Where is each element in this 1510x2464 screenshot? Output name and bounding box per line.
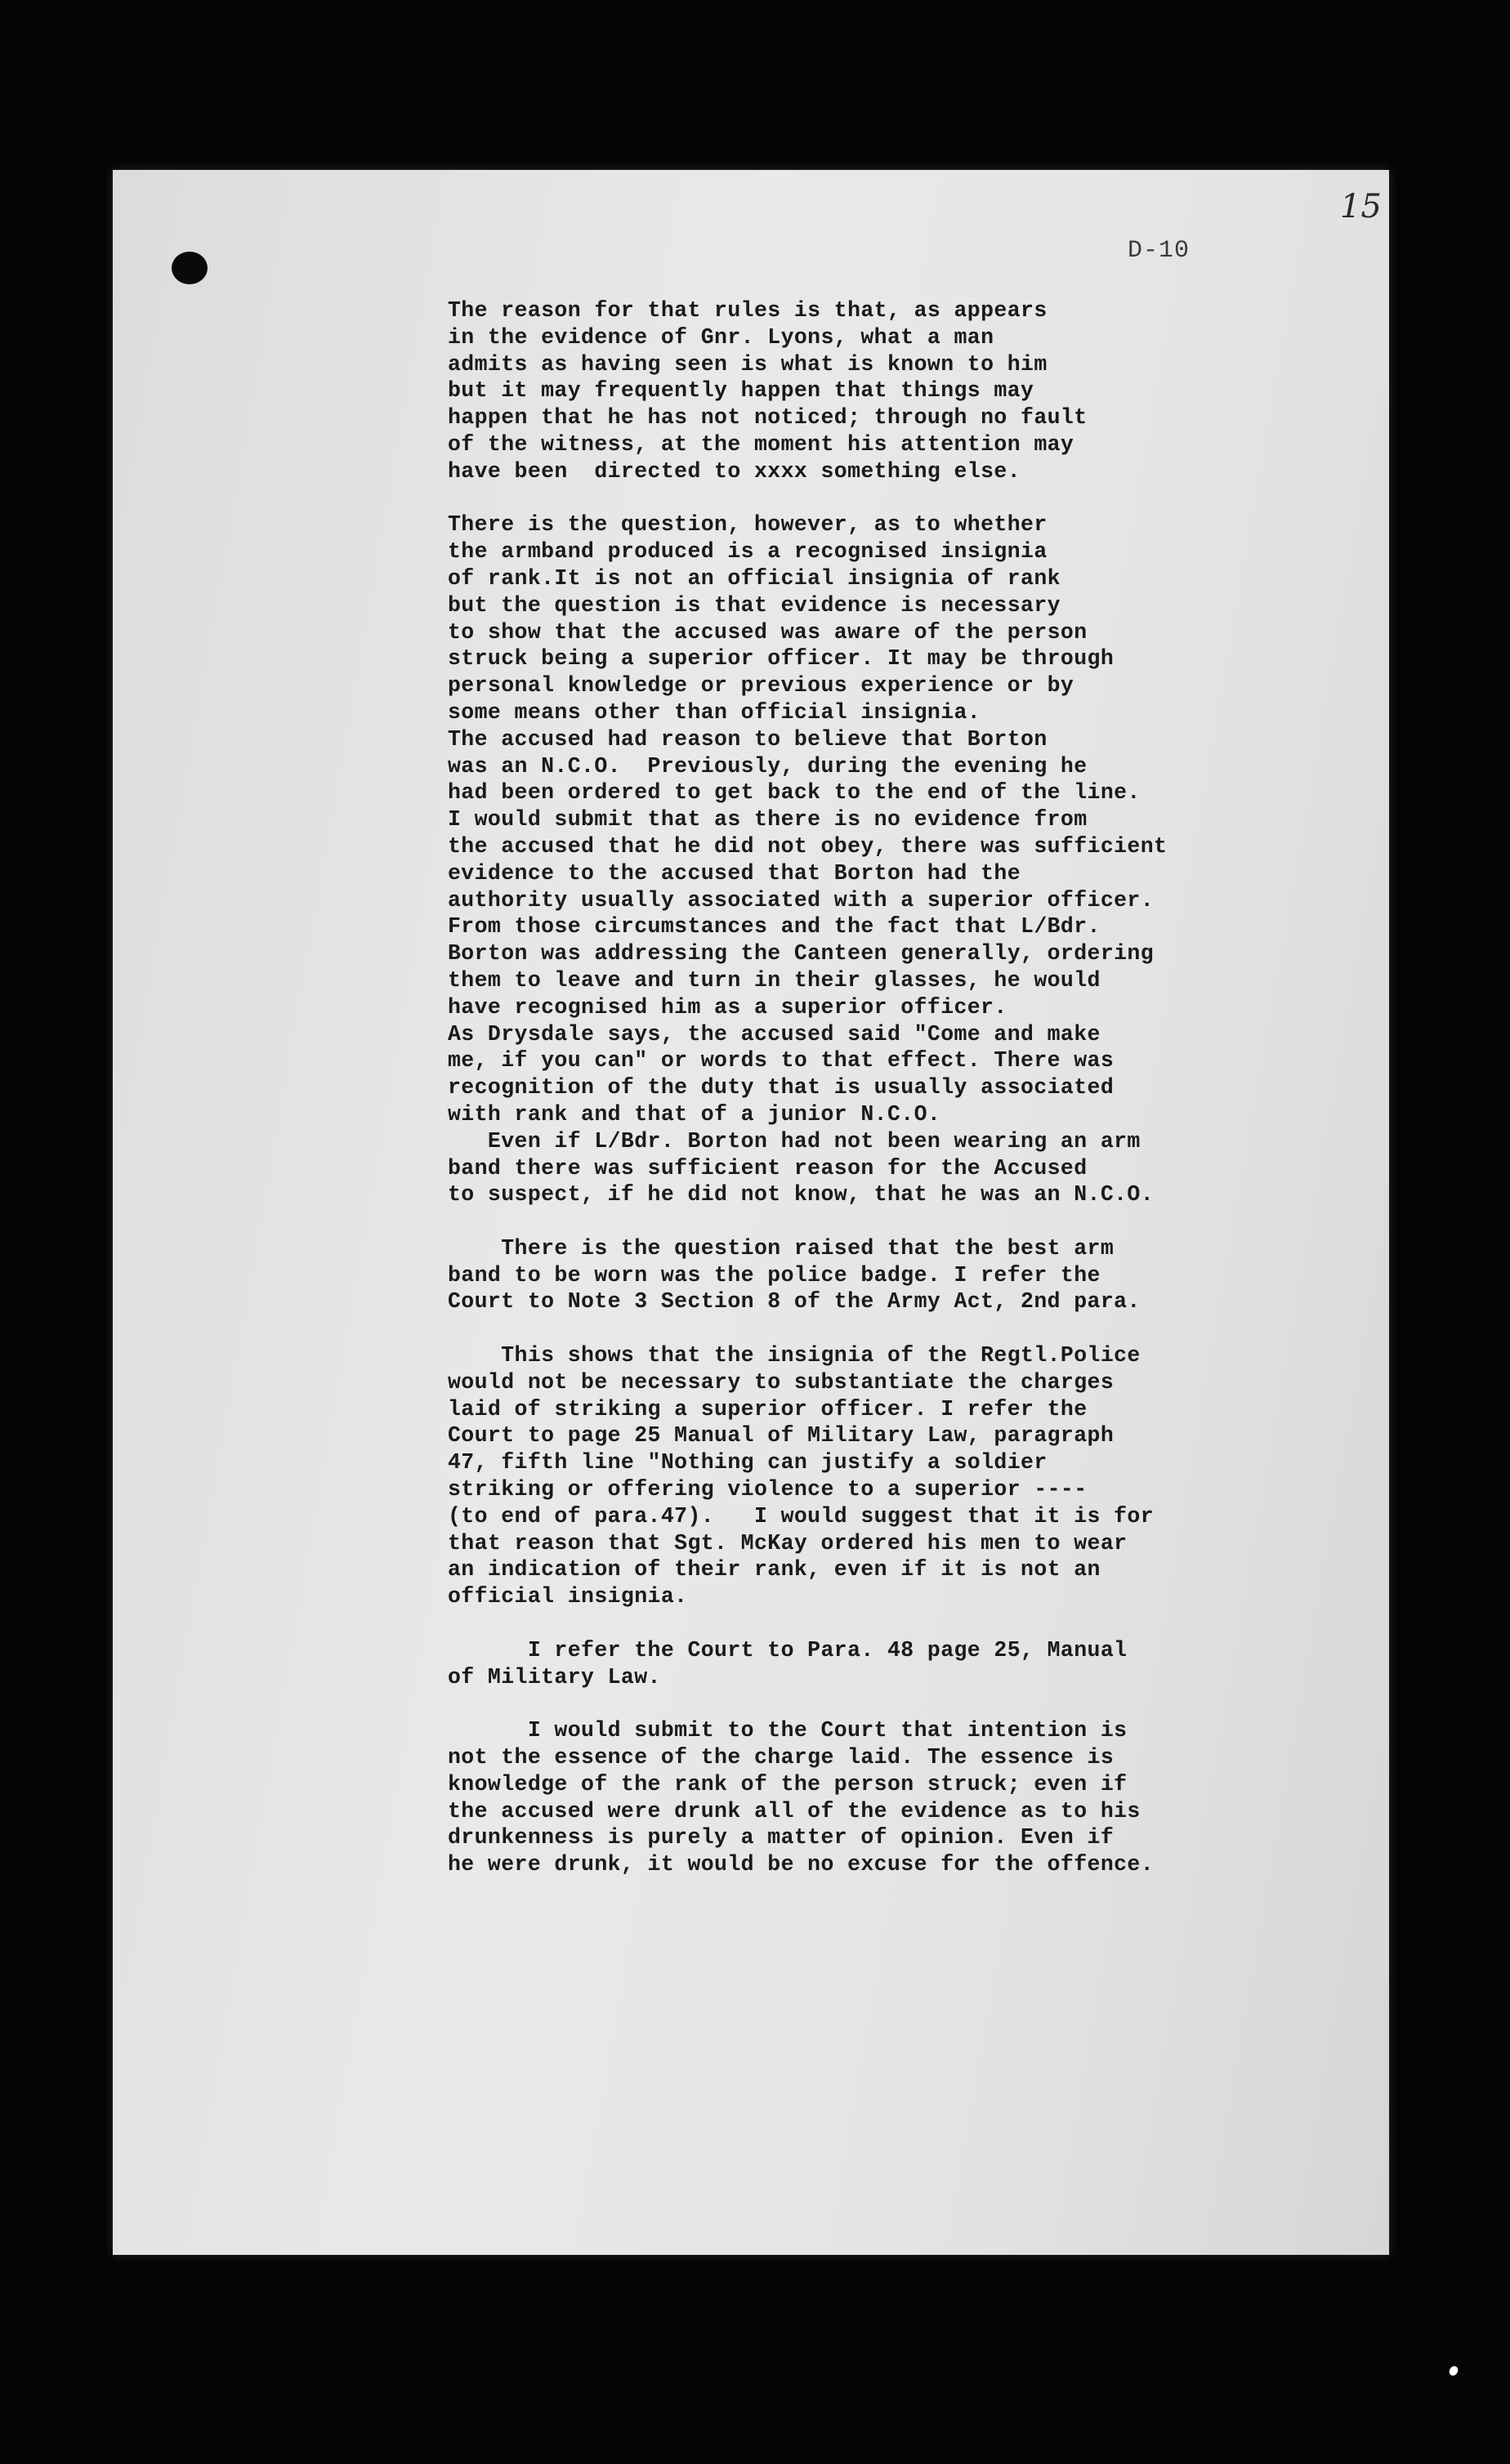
text-line: he were drunk, it would be no excuse for the offence. [448,1852,1155,1877]
text-line: the accused were drunk all of the evidence as to his [448,1798,1141,1823]
text-line: that reason that Sgt. McKay ordered his men to wear [448,1530,1128,1556]
paragraph [448,1717,1330,1878]
paragraph [448,297,1330,485]
text-line: would not be necessary to substantiate the charges [448,1369,1115,1395]
text-line: with rank and that of a junior N.C.O. [448,1101,941,1127]
text-line: drunkenness is purely a matter of opinion. Even if [448,1825,1115,1850]
text-line: There is the question raised that the best arm [448,1235,1115,1261]
paragraph [448,1235,1330,1315]
text-line: 47, fifth line "Nothing can justify a soldier [448,1450,1048,1475]
text-line: authority usually associated with a superior officer. [448,887,1155,913]
paragraph [448,1637,1330,1691]
folio-number: 15 [1340,188,1382,225]
paragraph [448,511,1330,1208]
scan-speck [1448,2364,1460,2377]
paragraph-gap [448,485,1330,512]
text-line: to suspect, if he did not know, that he was an N.C.O. [448,1182,1155,1207]
text-line: knowledge of the rank of the person struck; even if [448,1771,1128,1797]
text-line: official insignia. [448,1584,688,1609]
text-line: Court to Note 3 Section 8 of the Army Act, 2nd para. [448,1289,1141,1315]
paragraph-gap [448,1315,1330,1342]
text-line: the armband produced is a recognised insignia [448,539,1048,565]
text-line: (to end of para.47). I would suggest that it is for [448,1503,1155,1529]
text-line: in the evidence of Gnr. Lyons, what a man [448,324,994,350]
text-line: had been ordered to get back to the end of the line. [448,780,1141,806]
paragraph-gap [448,1610,1330,1637]
text-line: of the witness, at the moment his attention may [448,431,1074,457]
text-line: recognition of the duty that is usually associated [448,1075,1115,1100]
paragraph-gap [448,1690,1330,1717]
text-line: happen that he has not noticed; through no fault [448,405,1088,431]
paragraph-gap [448,1208,1330,1235]
text-line: Even if L/Bdr. Borton had not been wearing an arm [448,1128,1141,1154]
text-line: me, if you can" or words to that effect. There was [448,1048,1115,1074]
paragraph [448,1342,1330,1610]
text-line: Borton was addressing the Canteen generally, ordering [448,941,1155,966]
text-line: but it may frequently happen that things may [448,378,1034,404]
text-line: have recognised him as a superior officer. [448,994,1007,1020]
text-line: There is the question, however, as to whether [448,512,1048,538]
punch-hole [172,252,208,284]
text-line: have been directed to xxxx something else. [448,458,1021,484]
text-line: an indication of their rank, even if it is not an [448,1557,1101,1582]
text-line: personal knowledge or previous experience or by [448,673,1074,699]
text-line: As Drysdale says, the accused said "Come and make [448,1021,1101,1047]
text-line: but the question is that evidence is necessary [448,592,1061,618]
text-line: to show that the accused was aware of the person [448,619,1088,645]
text-line: I would submit to the Court that intention is [448,1718,1128,1743]
text-line: I would submit that as there is no evidence from [448,807,1088,832]
text-line: admits as having seen is what is known to him [448,351,1048,377]
text-line: evidence to the accused that Borton had the [448,860,1021,886]
text-line: band to be worn was the police badge. I refer the [448,1262,1101,1288]
text-line: band there was sufficient reason for the Accused [448,1155,1088,1181]
text-line: of Military Law. [448,1664,661,1690]
text-line: struck being a superior officer. It may be through [448,646,1115,672]
text-line: laid of striking a superior officer. I refer the [448,1396,1088,1422]
page-reference: D-10 [1128,237,1191,265]
text-line: This shows that the insignia of the Regtl.Police [448,1343,1141,1368]
text-line: I refer the Court to Para. 48 page 25, Manual [448,1637,1128,1663]
text-line: some means other than official insignia. [448,699,981,725]
text-line: The accused had reason to believe that Borton [448,726,1048,752]
text-line: Court to page 25 Manual of Military Law, paragraph [448,1423,1115,1448]
text-line: of rank.It is not an official insignia of rank [448,565,1061,591]
text-line: them to leave and turn in their glasses, he would [448,967,1101,993]
text-line: was an N.C.O. Previously, during the evening he [448,753,1088,779]
document-body [448,297,1330,1878]
text-line: not the essence of the charge laid. The essence is [448,1745,1115,1770]
text-line: From those circumstances and the fact that L/Bdr. [448,914,1101,940]
text-line: striking or offering violence to a superior ---- [448,1477,1088,1502]
text-line: the accused that he did not obey, there was sufficient [448,833,1168,859]
text-line: The reason for that rules is that, as appears [448,298,1048,323]
